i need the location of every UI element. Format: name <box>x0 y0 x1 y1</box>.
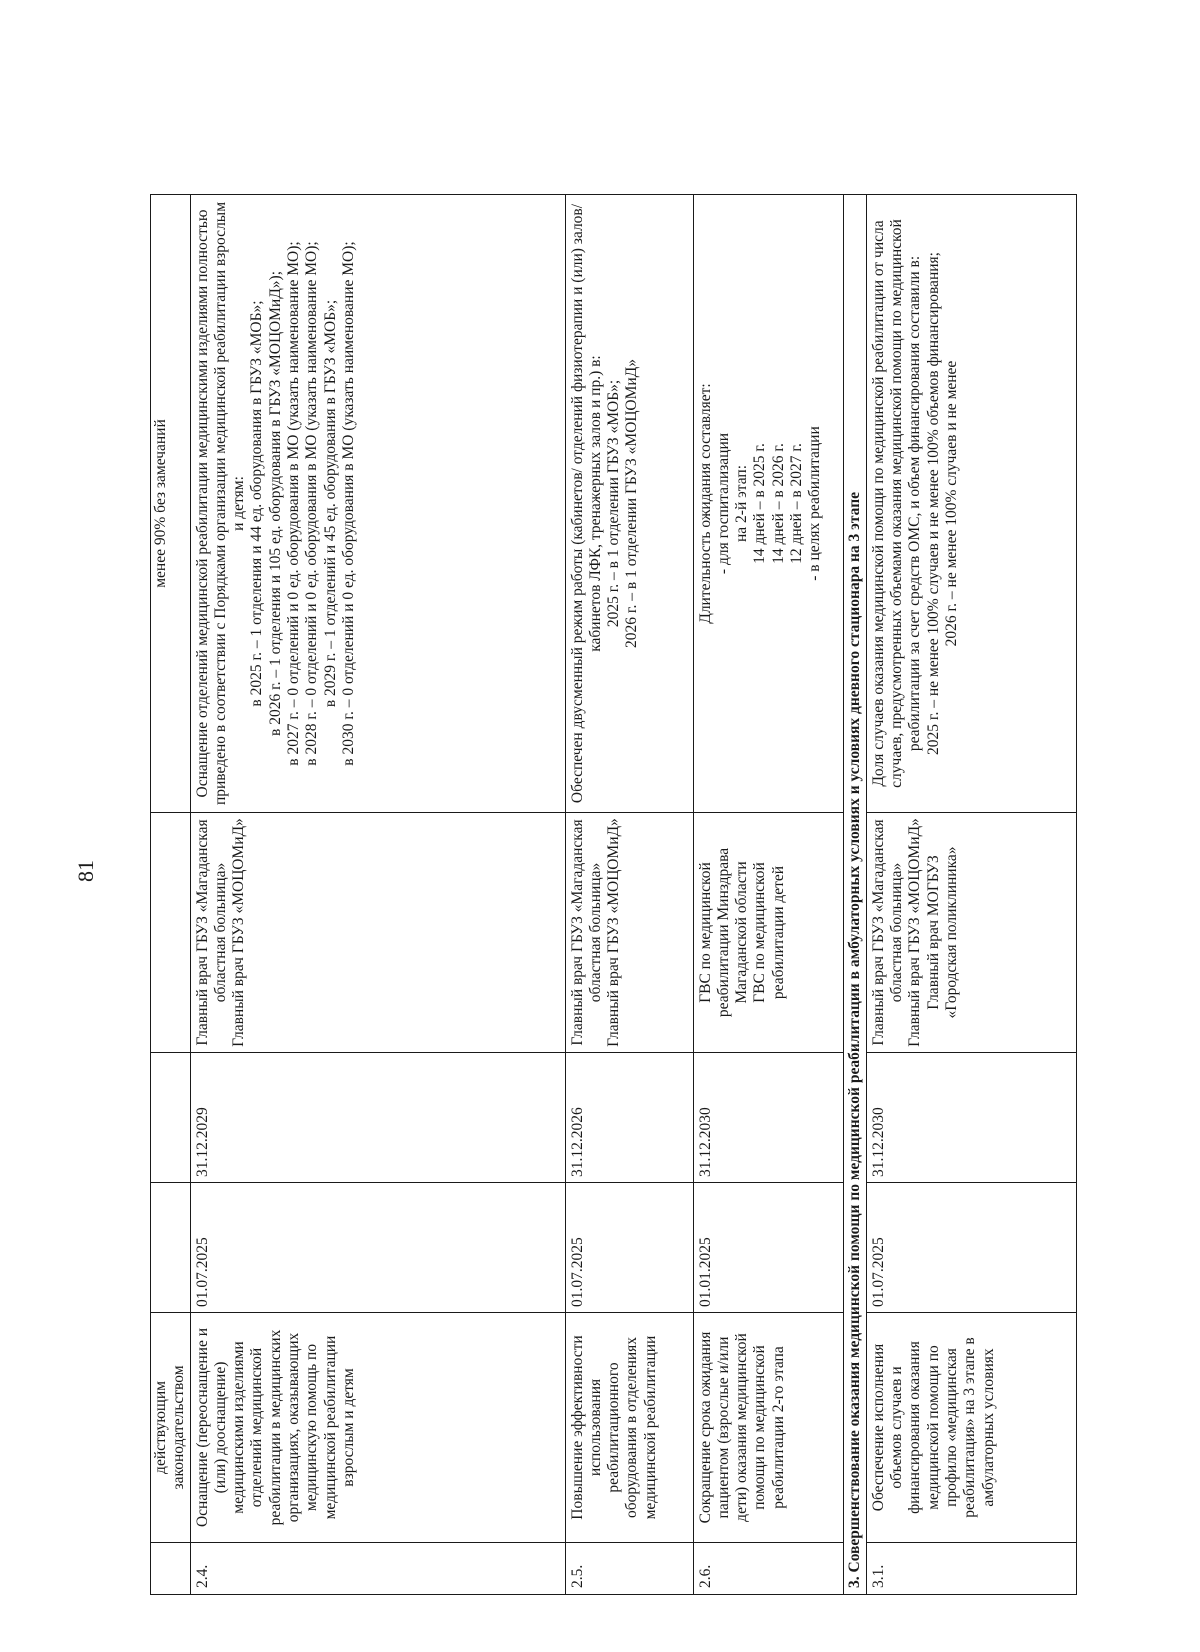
table-row <box>151 195 191 1595</box>
cell-end <box>151 1053 191 1183</box>
table-row <box>190 195 565 1595</box>
cell-start <box>151 1183 191 1313</box>
cell-num: 3.1. <box>866 1543 1076 1595</box>
cell-start: 01.01.2025 <box>693 1183 843 1313</box>
cell-task: Оснащение (переоснащение и (или) дооснащение) медицинскими изделиями отделений медицинской реабилитации в медицинских организациях, оказывающих медицинскую помощь по медицинской реабилитации взрослым и детям <box>190 1313 565 1543</box>
cell-start: 01.07.2025 <box>565 1183 693 1313</box>
table-row <box>565 195 693 1595</box>
cell-num: 2.5. <box>565 1543 693 1595</box>
cell-start: 01.07.2025 <box>866 1183 1076 1313</box>
cell-end: 31.12.2030 <box>866 1053 1076 1183</box>
section-header-row <box>843 195 866 1595</box>
cell-num: 2.6. <box>693 1543 843 1595</box>
plan-table <box>150 194 1077 1595</box>
cell-responsible: Главный врач ГБУЗ «Магаданская областная больница» Главный врач ГБУЗ «МОЦОМиД» Главный врач МОГБУЗ «Городская поликлиника» <box>866 813 1076 1053</box>
cell-result: Оснащение отделений медицинской реабилитации медицинскими изделиями полностью приведено в соответствии с Порядками организации медицинской реабилитации взрослым и детям: в 2025 г. – 1 отделения и 44 ед. оборудования в ГБУЗ «МОБ»; в 2026 г. – 1 отделения и 105 ед. оборудования в ГБУЗ «МОЦОМиД»); в 2027 г. – 0 отделений и 0 ед. оборудования в МО (указать наименование МО); в 2028 г. – 0 отделений и 0 ед. оборудования в МО (указать наименование МО); в 2029 г. – 1 отделений и 45 ед. оборудования в ГБУЗ «МОБ»; в 2030 г. – 0 отделений и 0 ед. оборудования в МО (указать наименование МО); <box>190 195 565 813</box>
cell-end: 31.12.2029 <box>190 1053 565 1183</box>
cell-task: действующим законодательством <box>151 1313 191 1543</box>
section-title: 3. Совершенствование оказания медицинской помощи по медицинской реабилитации в амбулаторных условиях и условиях дневного стационара на 3 этапе <box>843 195 866 1595</box>
cell-num: 2.4. <box>190 1543 565 1595</box>
cell-responsible: ГВС по медицинской реабилитации Минздрава Магаданской области ГВС по медицинской реабилитации детей <box>693 813 843 1053</box>
cell-result: Доля случаев оказания медицинской помощи по медицинской реабилитации от числа случаев, предусмотренных объемами оказания медицинской помощи по медицинской реабилитации за счет средств ОМС, и объем финансирования составили в: 2025 г. – не менее 100% случаев и не менее 100% объемов финансирования; 2026 г. – не менее 100% случаев и не менее <box>866 195 1076 813</box>
cell-responsible: Главный врач ГБУЗ «Магаданская областная больница» Главный врач ГБУЗ «МОЦОМиД» <box>565 813 693 1053</box>
table-row <box>693 195 843 1595</box>
cell-task: Повышение эффективности использования реабилитационного оборудования в отделениях медицинской реабилитации <box>565 1313 693 1543</box>
cell-end: 31.12.2026 <box>565 1053 693 1183</box>
cell-task: Обеспечение исполнения объемов случаев и финансирования оказания медицинской помощи по профилю «медицинская реабилитация» на 3 этапе в амбулаторных условиях <box>866 1313 1076 1543</box>
rotated-table-page <box>150 195 1085 1595</box>
cell-task: Сокращение срока ожидания пациентом (взрослые и/или дети) оказания медицинской помощи по медицинской реабилитации 2-го этапа <box>693 1313 843 1543</box>
cell-responsible <box>151 813 191 1053</box>
page-number: 81 <box>73 860 98 882</box>
cell-end: 31.12.2030 <box>693 1053 843 1183</box>
table-row <box>866 195 1076 1595</box>
cell-num <box>151 1543 191 1595</box>
cell-start: 01.07.2025 <box>190 1183 565 1313</box>
cell-result: менее 90% без замечаний <box>151 195 191 813</box>
cell-responsible: Главный врач ГБУЗ «Магаданская областная больница» Главный врач ГБУЗ «МОЦОМиД» <box>190 813 565 1053</box>
cell-result: Длительность ожидания составляет: - для госпитализации на 2-й этап: 14 дней – в 2025 г. 14 дней – в 2026 г. 12 дней – в 2027 г. - в целях реабилитации <box>693 195 843 813</box>
cell-result: Обеспечен двусменный режим работы (кабинетов/ отделений физиотерапии и (или) залов/ кабинетов ЛФК, тренажерных залов и пр.) в: 2025 г. – в 1 отделении ГБУЗ «МОБ»; 2026 г. – в 1 отделении ГБУЗ «МОЦОМиД» <box>565 195 693 813</box>
